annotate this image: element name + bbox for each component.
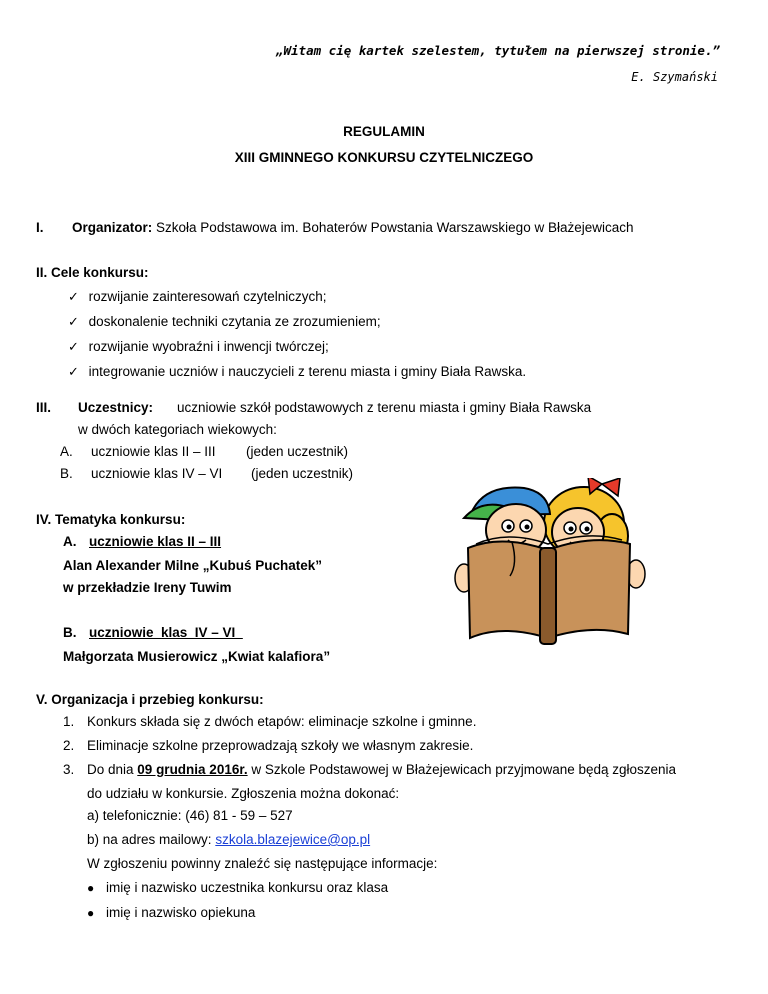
doc-title: REGULAMIN: [343, 124, 425, 139]
rule-number: 3.: [63, 762, 75, 777]
section-2-heading: II. Cele konkursu:: [36, 265, 149, 280]
rule-text: Konkurs składa się z dwóch etapów: eliminacje szkolne i gminne.: [87, 714, 477, 729]
motto-author: E. Szymański: [631, 70, 718, 84]
rule-number: 1.: [63, 714, 75, 729]
section-3-number: III.: [36, 400, 52, 415]
goal-text: doskonalenie techniki czytania ze zrozumieniem;: [88, 314, 381, 329]
topic-a-letter: A.: [63, 534, 77, 549]
info-bullet: [87, 880, 388, 895]
topic-b-book: Małgorzata Musierowicz „Kwiat kalafiora”: [63, 649, 331, 664]
goal-item: [68, 314, 381, 330]
participants-text: uczniowie szkół podstawowych z terenu miasta i gminy Biała Rawska: [177, 400, 592, 415]
organizer-text: Szkoła Podstawowa im. Bohaterów Powstania Warszawskiego w Błażejewicach: [156, 220, 634, 235]
participants-label: Uczestnicy:: [78, 400, 154, 415]
topic-a-translation: w przekładzie Ireny Tuwim: [63, 580, 232, 595]
goal-item: [68, 289, 327, 305]
bullet-text: imię i nazwisko opiekuna: [106, 905, 256, 920]
rule-text-start: Do dnia: [87, 762, 138, 777]
info-bullet: [87, 905, 255, 920]
phone-line: a) telefonicznie: (46) 81 - 59 – 527: [87, 808, 293, 823]
topic-b-letter: B.: [63, 625, 77, 640]
mail-label: b) na adres mailowy:: [87, 832, 216, 847]
checkmark-icon: ✓: [68, 365, 79, 380]
goal-text: rozwijanie zainteresowań czytelniczych;: [88, 289, 327, 304]
category-note: (jeden uczestnik): [246, 444, 349, 459]
category-letter: A.: [60, 444, 73, 459]
topic-a-book: Alan Alexander Milne „Kubuś Puchatek”: [63, 558, 323, 573]
participants-continued: w dwóch kategoriach wiekowych:: [78, 422, 277, 437]
bullet-text: imię i nazwisko uczestnika konkursu oraz klasa: [106, 880, 389, 895]
topic-b-label: uczniowie klas IV – VI: [89, 625, 243, 640]
info-intro: W zgłoszeniu powinny znaleźć się następujące informacje:: [87, 856, 438, 871]
goal-text: integrowanie uczniów i nauczycieli z terenu miasta i gminy Biała Rawska.: [88, 364, 527, 379]
checkmark-icon: ✓: [68, 340, 79, 355]
email-link[interactable]: szkola.blazejewice@op.pl: [215, 832, 371, 847]
motto-quote: „Witam cię kartek szelestem, tytułem na pierwszej stronie.”: [275, 43, 720, 58]
category-text: uczniowie klas IV – VI: [91, 466, 223, 481]
category-text: uczniowie klas II – III: [91, 444, 216, 459]
kids-reading-illustration: [452, 478, 652, 648]
checkmark-icon: ✓: [68, 315, 79, 330]
doc-subtitle: XIII GMINNEGO KONKURSU CZYTELNICZEGO: [234, 150, 534, 165]
goal-text: rozwijanie wyobraźni i inwencji twórczej;: [88, 339, 329, 354]
topic-a-label: uczniowie klas II – III: [89, 534, 222, 549]
section-4-heading: IV. Tematyka konkursu:: [36, 512, 186, 527]
section-1-line: [72, 220, 634, 235]
checkmark-icon: ✓: [68, 290, 79, 305]
goal-item: [68, 364, 526, 380]
rule-text: [87, 762, 676, 777]
rule-number: 2.: [63, 738, 75, 753]
rule-text-end: w Szkole Podstawowej w Błażejewicach przyjmowane będą zgłoszenia: [247, 762, 677, 777]
rule-text-continued: do udziału w konkursie. Zgłoszenia można dokonać:: [87, 786, 400, 801]
bullet-icon: ●: [87, 881, 95, 895]
bullet-icon: ●: [87, 906, 95, 920]
organizer-label: Organizator:: [72, 220, 153, 235]
goal-item: [68, 339, 329, 355]
category-letter: B.: [60, 466, 73, 481]
section-1-number: I.: [36, 220, 44, 235]
section-5-heading: V. Organizacja i przebieg konkursu:: [36, 692, 264, 707]
category-note: (jeden uczestnik): [251, 466, 354, 481]
deadline-date: 09 grudnia 2016r.: [137, 762, 248, 777]
rule-text: Eliminacje szkolne przeprowadzają szkoły we własnym zakresie.: [87, 738, 474, 753]
mail-line: [87, 832, 370, 847]
